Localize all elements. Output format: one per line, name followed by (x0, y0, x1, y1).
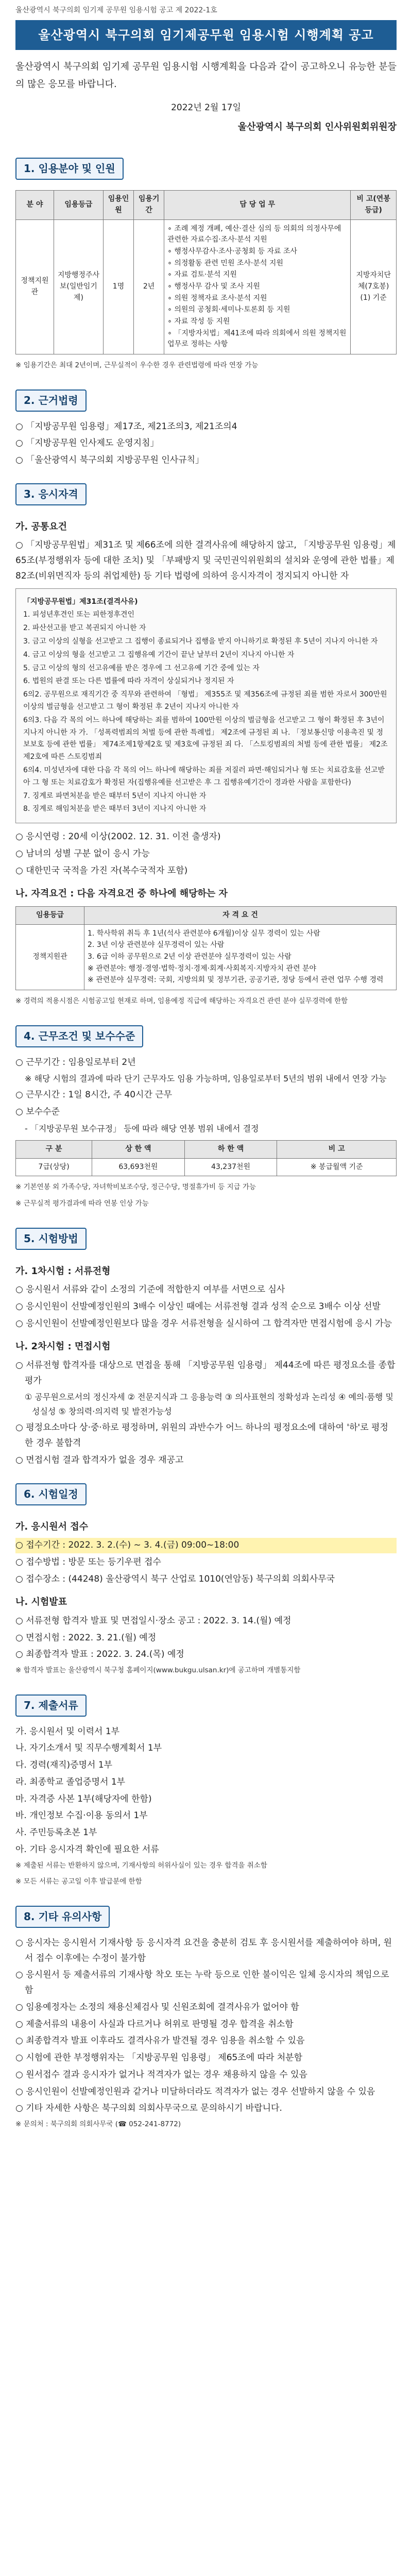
list-item: ○ 대한민국 국적을 가진 자(복수국적자 포함) (15, 865, 188, 876)
subsection-title: 나. 2차시험 : 면접시험 (15, 1341, 111, 1352)
notice-list (15, 1936, 397, 2116)
screening-list (15, 1282, 397, 1331)
position-duties (164, 219, 351, 354)
table-row (16, 924, 397, 990)
list-item: 8. 징계로 해임처분을 받은 때부터 3년이 지나지 아니한 자 (23, 805, 207, 814)
subsection-title: 나. 자격요건 : 다음 자격요건 중 하나에 해당하는 자 (15, 888, 228, 900)
duty-item: ∘ 의원의 공청회·세미나·토론회 등 지원 (167, 306, 290, 314)
table-header: 자 격 요 건 (84, 906, 397, 924)
duty-item: ∘ 자료 작성 등 지원 (167, 317, 230, 326)
list-item: 라. 최종학교 졸업증명서 1부 (15, 1776, 126, 1787)
basic-requirements (15, 829, 397, 878)
list-item: 아. 기타 응시자격 확인에 필요한 서류 (15, 1844, 159, 1855)
table-header: 임용기간 (134, 191, 164, 219)
position-field: 정책지원관 (16, 219, 54, 354)
work-conditions (15, 1055, 397, 1136)
list-item: ○ 응시인원이 선발예정인원의 3배수 이상인 때에는 서류전형 결과 성적 순으로 3배수 이상 선발 (15, 1301, 381, 1312)
section-note: ※ 근무실적 평가결과에 따라 연봉 인상 가능 (15, 1199, 149, 1208)
list-item: 6의2. 공무원으로 재직기간 중 직무와 관련하여 「형법」 제355조 및 제356조에 규정된 죄를 범한 자로서 300만원 이상의 벌금형을 선고받고 그 형이 확정된 후 2년이 지나지 아니한 자 (23, 690, 387, 711)
list-item: ○ 「울산광역시 북구의회 지방공무원 인사규칙」 (15, 455, 204, 466)
list-item: 3. 6급 이하 공무원으로 2년 이상 관련분야 실무경력이 있는 사람 (88, 953, 291, 961)
duty-item: ∘ 조례 제정 개폐, 예산·결산 심의 등 의회의 의정사무에 관련한 자료수집·조사·분석 지원 (167, 224, 341, 244)
list-item: 1. 피성년후견인 또는 피한정후견인 (23, 611, 135, 619)
list-item: 6의3. 다음 각 목의 어느 하나에 해당하는 죄를 범하여 100만원 이상의 벌금형을 선고받고 그 형이 확정된 후 3년이 지나지 아니한 자 가. 「성폭력범죄의 처벌 등에 관한 특례법」 제2조에 규정된 죄 나. 「정보통신망 이용촉진 및 정보보호 등에 관한 법률」 제74조제1항제2호 및 제3호에 규정된 죄 다. 「스토킹범죄의 처벌 등에 관한 법률」 제2조제2호에 따른 스토킹범죄 (23, 716, 388, 761)
duty-item: ∘ 자료 검토·분석 지원 (167, 270, 237, 279)
list-item: 바. 개인정보 수집·이용 동의서 1부 (15, 1810, 148, 1821)
issuing-org: 울산광역시 북구의회 인사위원회위원장 (237, 121, 397, 132)
list-item: 7. 징계로 파면처분을 받은 때부터 5년이 지나지 아니한 자 (23, 791, 207, 800)
section-heading-5: 5. 시험방법 (15, 1228, 87, 1250)
list-item: 1. 학사학위 취득 후 1년(석사 관련분야 6개월)이상 실무 경력이 있는 사람 (88, 929, 320, 938)
list-item: ○ 최종합격자 발표 : 2022. 3. 24.(목) 예정 (15, 1649, 184, 1660)
section-note: ※ 기본연봉 외 가족수당, 자녀학비보조수당, 정근수당, 명절휴가비 등 지급 가능 (15, 1183, 256, 1192)
qualification-table (15, 906, 397, 990)
list-item: 3. 금고 이상의 실형을 선고받고 그 집행이 종료되거나 집행을 받지 아니하기로 확정된 후 5년이 지나지 아니한 자 (23, 637, 378, 646)
list-item: 나. 자기소개서 및 직무수행계획서 1부 (15, 1743, 162, 1754)
list-item: - 「지방공무원 보수규정」 등에 따라 해당 연봉 범위 내에서 결정 (25, 1123, 259, 1133)
section-note: ※ 임용기간은 최대 2년이며, 근무실적이 우수한 경우 관련법령에 따라 연장 가능 (15, 361, 259, 370)
list-item: ○ 응시원서 서류와 같이 소정의 기준에 적합한지 여부를 서면으로 심사 (15, 1284, 285, 1295)
list-item: ① 공무원으로서의 정신자세 ② 전문지식과 그 응용능력 ③ 의사표현의 정확성과 논리성 ④ 예의·품행 및 성실성 ⑤ 창의력·의지력 및 발전가능성 (25, 1392, 393, 1417)
list-item: ○ 서류전형 합격자를 대상으로 면접을 통해 「지방공무원 임용령」 제44조에 따른 평정요소를 종합 평가 (15, 1360, 396, 1386)
list-item: 5. 금고 이상의 형의 선고유예를 받은 경우에 그 선고유예 기간 중에 있는 자 (23, 664, 260, 672)
table-row (16, 1158, 397, 1176)
table-header: 분 야 (16, 191, 54, 219)
disqualification-box (15, 588, 397, 824)
subsection-title: 가. 1차시험 : 서류전형 (15, 1265, 111, 1277)
positions-table (15, 190, 397, 354)
section-heading-7: 7. 제출서류 (15, 1694, 87, 1717)
section-heading-2: 2. 근거법령 (15, 389, 87, 412)
list-item: 2. 3년 이상 관련분야 실무경력이 있는 사람 (88, 941, 225, 950)
page-title: 울산광역시 북구의회 임기제공무원 임용시험 시행계획 공고 (15, 20, 397, 50)
pay-table (15, 1140, 397, 1176)
section-heading-8: 8. 기타 유의사항 (15, 1906, 110, 1928)
requirement-text: ○ 「지방공무원법」제31조 및 제66조에 의한 결격사유에 해당하지 않고, 「지방공무원 임용령」제65조(부정행위자 등에 대한 조치) 및 「부패방지 및 국민권익위원회의 설치와 운영에 관한 법률」제82조(비위면직자 등의 취업제한) 등 기타 법령에 의하여 응시자격이 정지되지 아니한 자 (15, 540, 396, 581)
list-item: 2. 파산선고를 받고 복권되지 아니한 자 (23, 624, 146, 633)
section-note: ※ 경력의 적용시점은 시험공고일 현재로 하며, 임용예정 직급에 해당하는 자격요건 관련 분야 실무경력에 한함 (15, 997, 348, 1006)
list-item: ○ 「지방공무원 인사제도 운영지침」 (15, 438, 159, 449)
section-heading-4: 4. 근무조건 및 보수수준 (15, 1025, 143, 1047)
list-item: ○ 제출서류의 내용이 사실과 다르거나 허위로 판명될 경우 합격을 취소함 (15, 2019, 294, 2029)
table-cell: 43,237천원 (184, 1158, 277, 1176)
list-item: ○ 시험에 관한 부정행위자는 「지방공무원 임용령」 제65조에 따라 처분함 (15, 2053, 303, 2063)
list-item: ○ 근무시간 : 1일 8시간, 주 40시간 근무 (15, 1090, 173, 1100)
table-header: 담 당 업 무 (164, 191, 351, 219)
list-item: 사. 주민등록초본 1부 (15, 1827, 97, 1838)
list-item: ○ 응시자는 응시원서 기재사항 등 응시자격 요건을 충분히 검토 후 응시원서를 제출하여야 하며, 원서 접수 이후에는 수정이 불가함 (15, 1937, 392, 1963)
list-item: ○ 응시연령 : 20세 이상(2002. 12. 31. 이전 출생자) (15, 832, 221, 842)
subsection-title: 가. 응시원서 접수 (15, 1521, 89, 1532)
table-header: 구 분 (16, 1140, 92, 1158)
list-item: ○ 접수장소 : (44248) 울산광역시 북구 산업로 1010(연암동) 북구의회 의회사무국 (15, 1573, 335, 1584)
list-item: ※ 관련분야 실무경력: 국회, 지방의회 및 정부기관, 공공기관, 정당 등에서 관련 업무 수행 경력 (88, 976, 384, 985)
section-note: ※ 제출된 서류는 반환하지 않으며, 기재사항의 허위사실이 있는 경우 합격을 취소함 (15, 1861, 267, 1870)
duty-item: ∘ 의원 정책자료 조사·분석 지원 (167, 294, 267, 302)
table-header: 임용등급 (54, 191, 103, 219)
list-item: ○ 임용예정자는 소정의 채용신체검사 및 신원조회에 결격사유가 없어야 함 (15, 2002, 299, 2012)
table-cell: ※ 봉급월액 기준 (277, 1158, 397, 1176)
table-header: 임용인원 (103, 191, 133, 219)
list-item: 4. 금고 이상의 형을 선고받고 그 집행유예 기간이 끝난 날부터 2년이 지나지 아니한 자 (23, 650, 295, 659)
list-item: ○ 원서접수 결과 응시자가 없거나 적격자가 없는 경우 채용하지 않을 수 있음 (15, 2069, 307, 2080)
list-item: ○ 기타 자세한 사항은 북구의회 의회사무국으로 문의하시기 바랍니다. (15, 2103, 282, 2114)
table-header: 임용등급 (16, 906, 84, 924)
section-heading-6: 6. 시험일정 (15, 1483, 87, 1505)
position-period: 2년 (134, 219, 164, 354)
list-item: ○ 남녀의 성별 구분 없이 응시 가능 (15, 848, 150, 859)
table-header: 하 한 액 (184, 1140, 277, 1158)
list-item: ○ 평정요소마다 상·중·하로 평정하며, 위원의 과반수가 어느 하나의 평정요소에 대하여 '하'로 평정한 경우 불합격 (15, 1422, 388, 1449)
table-cell: 7급(상당) (16, 1158, 92, 1176)
section-note: ※ 합격자 발표는 울산광역시 북구청 홈페이지(www.bukgu.ulsan.kr)에 공고하며 개별통지함 (15, 1666, 301, 1675)
duty-item: ∘ 행정사무 감사 및 조사 지원 (167, 282, 260, 291)
list-item: ※ 관련분야: 행정·경영·법학·정치·경제·회계·사회복지·지방자치 관련 분야 (88, 964, 317, 973)
list-item: ○ 보수수준 (15, 1107, 60, 1117)
section-heading-3: 3. 응시자격 (15, 483, 87, 505)
notice-date: 2022년 2월 17일 (171, 102, 241, 113)
common-requirement (15, 538, 397, 584)
position-count: 1명 (103, 219, 133, 354)
documents-list (15, 1724, 397, 1858)
table-header: 상 한 액 (92, 1140, 185, 1158)
qualification-grade: 정책지원관 (16, 924, 84, 990)
subsection-title: 가. 공통요건 (15, 521, 67, 532)
list-item: 가. 응시원서 및 이력서 1부 (15, 1726, 120, 1737)
application-list (15, 1538, 397, 1587)
law-list (15, 419, 397, 468)
table-row (16, 219, 397, 354)
duty-item: ∘ 행정사무감사·조사·공청회 등 자료 조사 (167, 247, 298, 256)
list-item: ※ 해당 시험의 결과에 따라 단기 근무자도 임용 가능하며, 임용일로부터 5년의 범위 내에서 연장 가능 (25, 1074, 387, 1084)
contact-info: ※ 문의처 : 북구의회 의회사무국 (☎ 052-241-8772) (15, 2120, 181, 2129)
qualification-items (84, 924, 397, 990)
interview-list (15, 1358, 397, 1468)
list-item: ○ 면접시험 결과 합격자가 없을 경우 재공고 (15, 1454, 184, 1465)
list-item: ○ 응시원서 등 제출서류의 기재사항 착오 또는 누락 등으로 인한 불이익은 일체 응시자의 책임으로 함 (15, 1970, 389, 1996)
intro-text: 울산광역시 북구의회 임기제 공무원 임용시험 시행계획을 다음과 같이 공고하오니 유능한 분들의 많은 응모를 바랍니다. (15, 61, 397, 90)
position-salary-grade: 지방자치단체(7호봉)(1) 기준 (351, 219, 397, 354)
duty-item: ∘ 「지방자치법」제41조에 따라 의회에서 의원 정책지원 업무로 정하는 사항 (167, 329, 347, 349)
box-title: 「지방공무원법」제31조(결격사유) (23, 597, 138, 606)
list-item: ○ 접수방법 : 방문 또는 등기우편 접수 (15, 1556, 161, 1567)
notice-number: 울산광역시 북구의회 임기제 공무원 임용시험 공고 제 2022-1호 (15, 6, 217, 14)
list-item: 다. 경력(재직)증명서 1부 (15, 1760, 113, 1771)
list-item: ○ 「지방공무원 임용령」제17조, 제21조의3, 제21조의4 (15, 421, 237, 432)
list-item: ○ 최종합격자 발표 이후라도 결격사유가 발견될 경우 임용을 취소할 수 있음 (15, 2036, 305, 2046)
duty-item: ∘ 의정활동 관련 민원 조사·분석 지원 (167, 259, 283, 267)
table-cell: 63,693천원 (92, 1158, 185, 1176)
table-header: 비 고(연봉 등급) (351, 191, 397, 219)
list-item: ○ 접수기간 : 2022. 3. 2.(수) ~ 3. 4.(금) 09:00~18:00 (15, 1538, 397, 1553)
list-item: ○ 서류전형 합격자 발표 및 면접일시·장소 공고 : 2022. 3. 14.(월) 예정 (15, 1615, 291, 1626)
section-note: ※ 모든 서류는 공고일 이후 발급분에 한함 (15, 1877, 142, 1886)
position-grade: 지방행정주사보(일반임기제) (54, 219, 103, 354)
list-item: 마. 자격증 사본 1부(해당자에 한함) (15, 1793, 152, 1804)
list-item: ○ 근무기간 : 임용일로부터 2년 (15, 1057, 136, 1067)
section-heading-1: 1. 임용분야 및 인원 (15, 158, 124, 180)
list-item: ○ 응시인원이 선발예정인원과 같거나 미달하더라도 적격자가 없는 경우 선발하지 않을 수 있음 (15, 2086, 375, 2097)
list-item: 6의4. 미성년자에 대한 다음 각 목의 어느 하나에 해당하는 죄를 저질러 파면·해임되거나 형 또는 치료감호를 선고받아 그 형 또는 치료감호가 확정된 자(집행유예를 선고받은 후 그 집행유예기간이 경과한 사람을 포함한다) (23, 766, 385, 787)
list-item: ○ 면접시험 : 2022. 3. 21.(월) 예정 (15, 1632, 157, 1643)
announcement-list (15, 1614, 397, 1663)
list-item: ○ 응시인원이 선발예정인원보다 많을 경우 서류전형을 실시하여 그 합격자만 면접시험에 응시 가능 (15, 1318, 392, 1329)
table-header: 비 고 (277, 1140, 397, 1158)
subsection-title: 나. 시험발표 (15, 1597, 67, 1608)
list-item: 6. 법원의 판결 또는 다른 법률에 따라 자격이 상실되거나 정지된 자 (23, 677, 234, 686)
